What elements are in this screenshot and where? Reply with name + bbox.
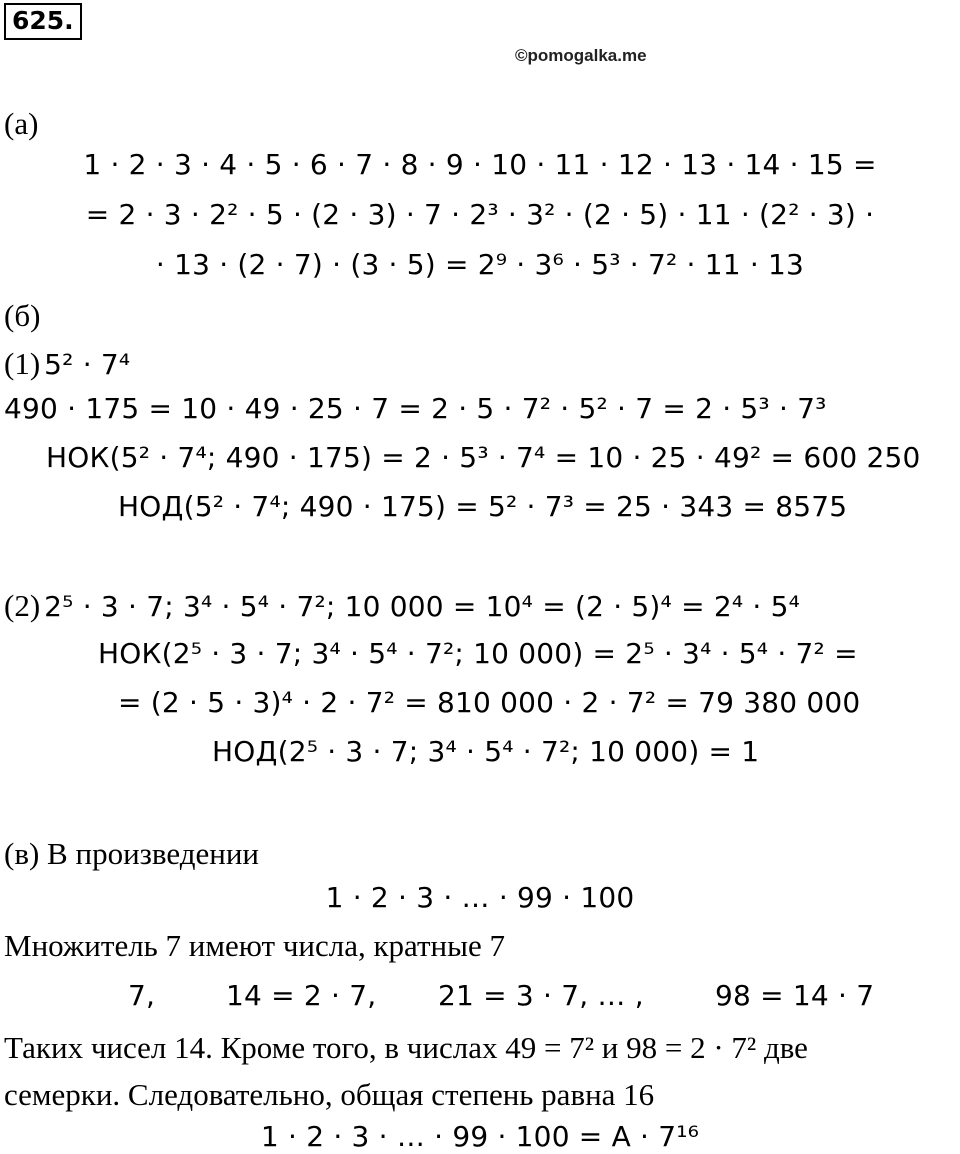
- task-number: 625.: [4, 3, 82, 40]
- watermark: ©pomogalka.me: [515, 46, 647, 65]
- part-c-intro: В произведении: [47, 836, 260, 871]
- part-b-label: (б): [4, 298, 41, 333]
- part-c-product: 1 · 2 · 3 · … · 99 · 100: [325, 881, 635, 914]
- part-b2-lcm-line1: НОК(2⁵ · 3 · 7; 3⁴ · 5⁴ · 7²; 10 000) = 2⁵ · 3⁴ · 5⁴ · 7² =: [98, 637, 858, 670]
- multiple-item: 14 = 2 · 7,: [226, 979, 377, 1012]
- part-b1-label: (1): [4, 346, 41, 381]
- part-b2-given: 2⁵ · 3 · 7; 3⁴ · 5⁴ · 7²; 10 000 = 10⁴ = (2 · 5)⁴ = 2⁴ · 5⁴: [44, 590, 801, 623]
- part-b2-row: [4, 590, 800, 621]
- part-c-intro-row: [4, 838, 259, 869]
- part-a-label: (а): [4, 106, 39, 141]
- multiple-item: 7,: [128, 979, 156, 1012]
- part-b1-row: [4, 348, 130, 379]
- part-a-line2: = 2 · 3 · 2² · 5 · (2 · 3) · 7 · 2³ · 3² · (2 · 5) · 11 · (2² · 3) ·: [85, 198, 875, 231]
- part-b1-lcm: НОК(5² · 7⁴; 490 · 175) = 2 · 5³ · 7⁴ = 10 · 25 · 49² = 600 250: [46, 441, 921, 474]
- part-c-count-text: Таких чисел 14. Кроме того, в числах 49 = 7² и 98 = 2 · 7² две: [4, 1030, 808, 1065]
- part-b1-expansion: 490 · 175 = 10 · 49 · 25 · 7 = 2 · 5 · 7² · 5² · 7 = 2 · 5³ · 7³: [4, 392, 827, 425]
- multiple-item: 21 = 3 · 7, … ,: [438, 979, 644, 1012]
- multiple-item: 98 = 14 · 7: [715, 979, 875, 1012]
- part-c-label: (в): [4, 836, 40, 871]
- part-c-conclusion-text: семерки. Следовательно, общая степень равна 16: [4, 1077, 655, 1112]
- part-b1-gcd: НОД(5² · 7⁴; 490 · 175) = 5² · 7³ = 25 · 343 = 8575: [118, 490, 848, 523]
- part-a-line1: 1 · 2 · 3 · 4 · 5 · 6 · 7 · 8 · 9 · 10 · 11 · 12 · 13 · 14 · 15 =: [83, 148, 877, 181]
- part-b2-label: (2): [4, 588, 41, 623]
- part-b2-lcm-line2: = (2 · 5 · 3)⁴ · 2 · 7² = 810 000 · 2 · 7² = 79 380 000: [118, 686, 861, 719]
- part-b2-gcd: НОД(2⁵ · 3 · 7; 3⁴ · 5⁴ · 7²; 10 000) = 1: [212, 735, 760, 768]
- part-c-multiples-text: Множитель 7 имеют числа, кратные 7: [4, 928, 505, 963]
- part-b1-given: 5² · 7⁴: [44, 348, 131, 381]
- part-c-final: 1 · 2 · 3 · … · 99 · 100 = A · 7¹⁶: [260, 1120, 700, 1153]
- part-a-line3: · 13 · (2 · 7) · (3 · 5) = 2⁹ · 3⁶ · 5³ · 7² · 11 · 13: [155, 248, 805, 281]
